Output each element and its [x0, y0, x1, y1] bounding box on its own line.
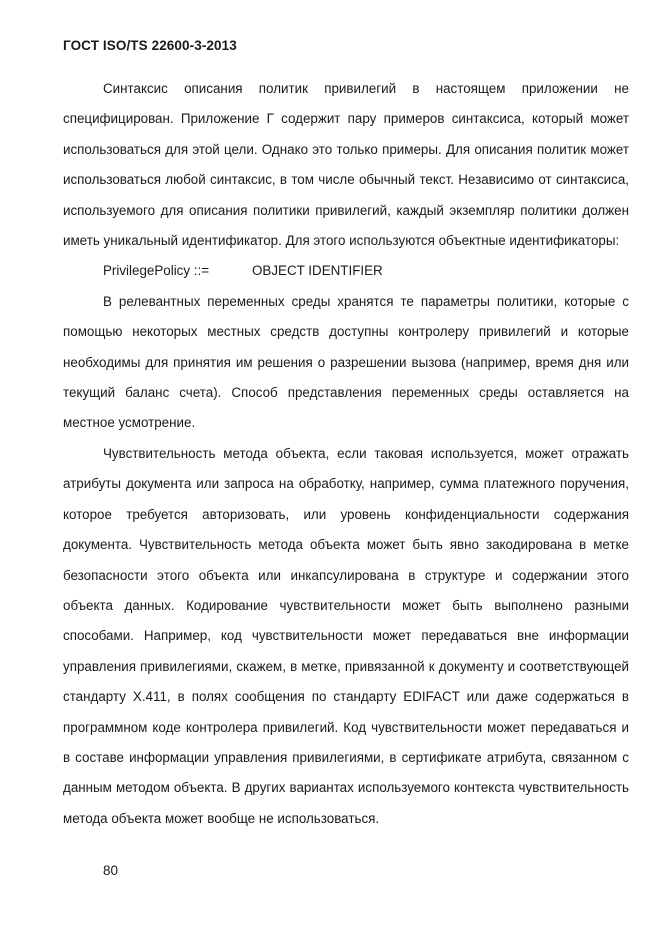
asn1-type-value: OBJECT IDENTIFIER [252, 263, 383, 279]
paragraph-privilege-policy-syntax: Синтаксис описания политик привилегий в настоящем приложении не специфицирован. Приложение Г содержит пару примеров синтаксиса, который может использоваться для этой цели. Однако это только примеры. Для описания политик может использоваться любой синтаксис, в том числе обычный текст. Независимо от синтаксиса, используемого для описания политики привилегий, каждый экземпляр политики должен иметь уникальный идентификатор. Для этого используются объектные идентификаторы: [63, 81, 629, 249]
paragraph-environment-variables: В релевантных переменных среды хранятся те параметры политики, которые с помощью некоторых местных средств доступны контролеру привилегий и которые необходимы для принятия им решения о разрешении вызова (например, время дня или текущий баланс счета). Способ представления переменных среды оставляется на местное усмотрение. [63, 293, 629, 431]
page-number: 80 [103, 863, 119, 878]
paragraph-object-method-sensitivity: Чувствительность метода объекта, если таковая используется, может отражать атрибуты документа или запроса на обработку, например, сумма платежного поручения, которое требуется авторизовать, или уровень конфиденциальности содержания документа. Чувствительность метода объекта может быть явно закодирована в метке безопасности этого объекта или инкапсулирована в структуре и содержании этого объекта данных. Кодирование чувствительности может быть выполнено разными способами. Например, код чувствительности может передаваться вне информации управления привилегиями, скажем, в метке, привязанной к документу и соответствующей стандарту X.411, в полях сообщения по стандарту EDIFACT или даже содержаться в программном коде контролера привилегий. Код чувствительности может передаваться и в составе информации управления привилегиями, в сертификате атрибута, связанном с данным методом объекта. В других вариантах используемого контекста чувствительность метода объекта может вообще не использоваться. [63, 445, 629, 826]
asn1-definition [63, 256, 629, 286]
document-body [63, 74, 629, 834]
asn1-type-name: PrivilegePolicy ::= [103, 263, 210, 279]
document-header: ГОСТ ISO/TS 22600-3-2013 [63, 38, 237, 53]
